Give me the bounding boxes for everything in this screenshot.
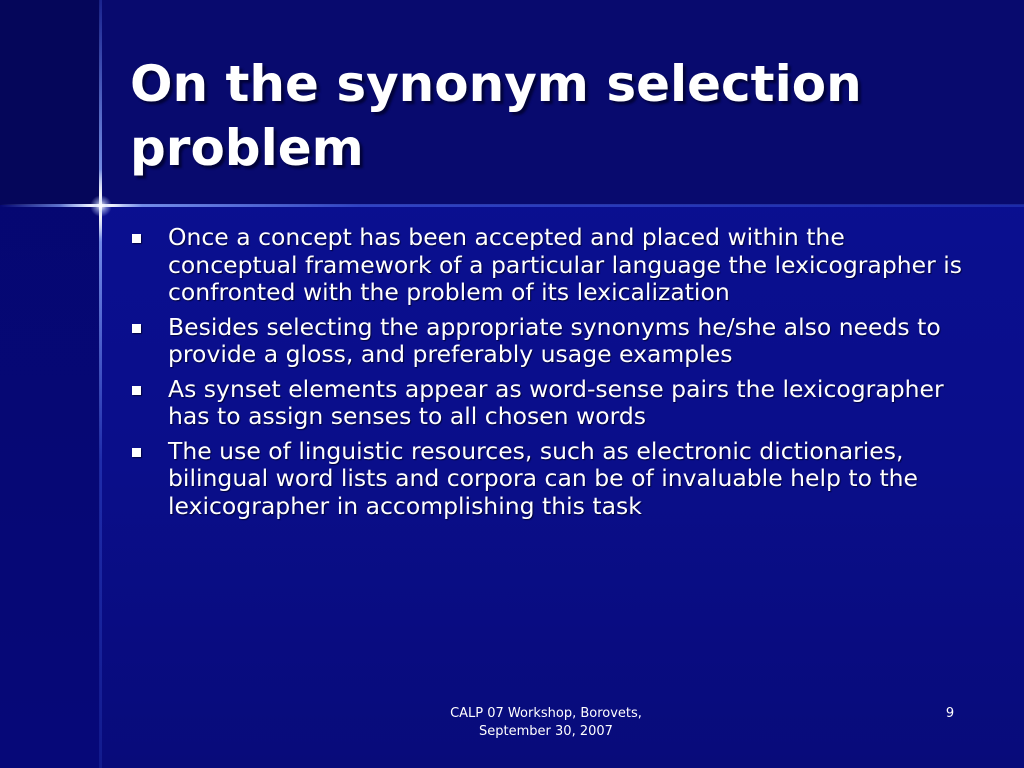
- slide-footer: [416, 705, 676, 741]
- title-band-corner: [0, 0, 100, 205]
- bullet-item: [130, 438, 970, 521]
- bullet-text: The use of linguistic resources, such as electronic dictionaries, bilingual word lists and corpora can be of invaluable help to the lexicographer in accomplishing this task: [168, 436, 919, 520]
- horizontal-divider-line: [0, 204, 1024, 207]
- sparkle-star-icon: [90, 195, 112, 217]
- vertical-divider-line: [99, 0, 102, 768]
- page-number: 9: [945, 706, 955, 721]
- bullet-item: [130, 314, 970, 369]
- slide-title: On the synonym selection problem: [130, 55, 862, 177]
- bullet-item: [130, 224, 970, 307]
- bullet-item: [130, 376, 970, 431]
- footer-line-1: CALP 07 Workshop, Borovets,: [450, 706, 642, 721]
- square-bullet-icon: [132, 448, 141, 457]
- bullet-list: [130, 224, 970, 527]
- square-bullet-icon: [132, 386, 141, 395]
- footer-line-2: September 30, 2007: [479, 724, 613, 739]
- bullet-text: As synset elements appear as word-sense pairs the lexicographer has to assign senses to all chosen words: [168, 374, 944, 430]
- bullet-text: Once a concept has been accepted and placed within the conceptual framework of a particular language the lexicographer is confronted with the problem of its lexicalization: [168, 223, 962, 306]
- bullet-text: Besides selecting the appropriate synonyms he/she also needs to provide a gloss, and preferably usage examples: [168, 312, 941, 368]
- square-bullet-icon: [132, 234, 141, 243]
- square-bullet-icon: [132, 324, 141, 333]
